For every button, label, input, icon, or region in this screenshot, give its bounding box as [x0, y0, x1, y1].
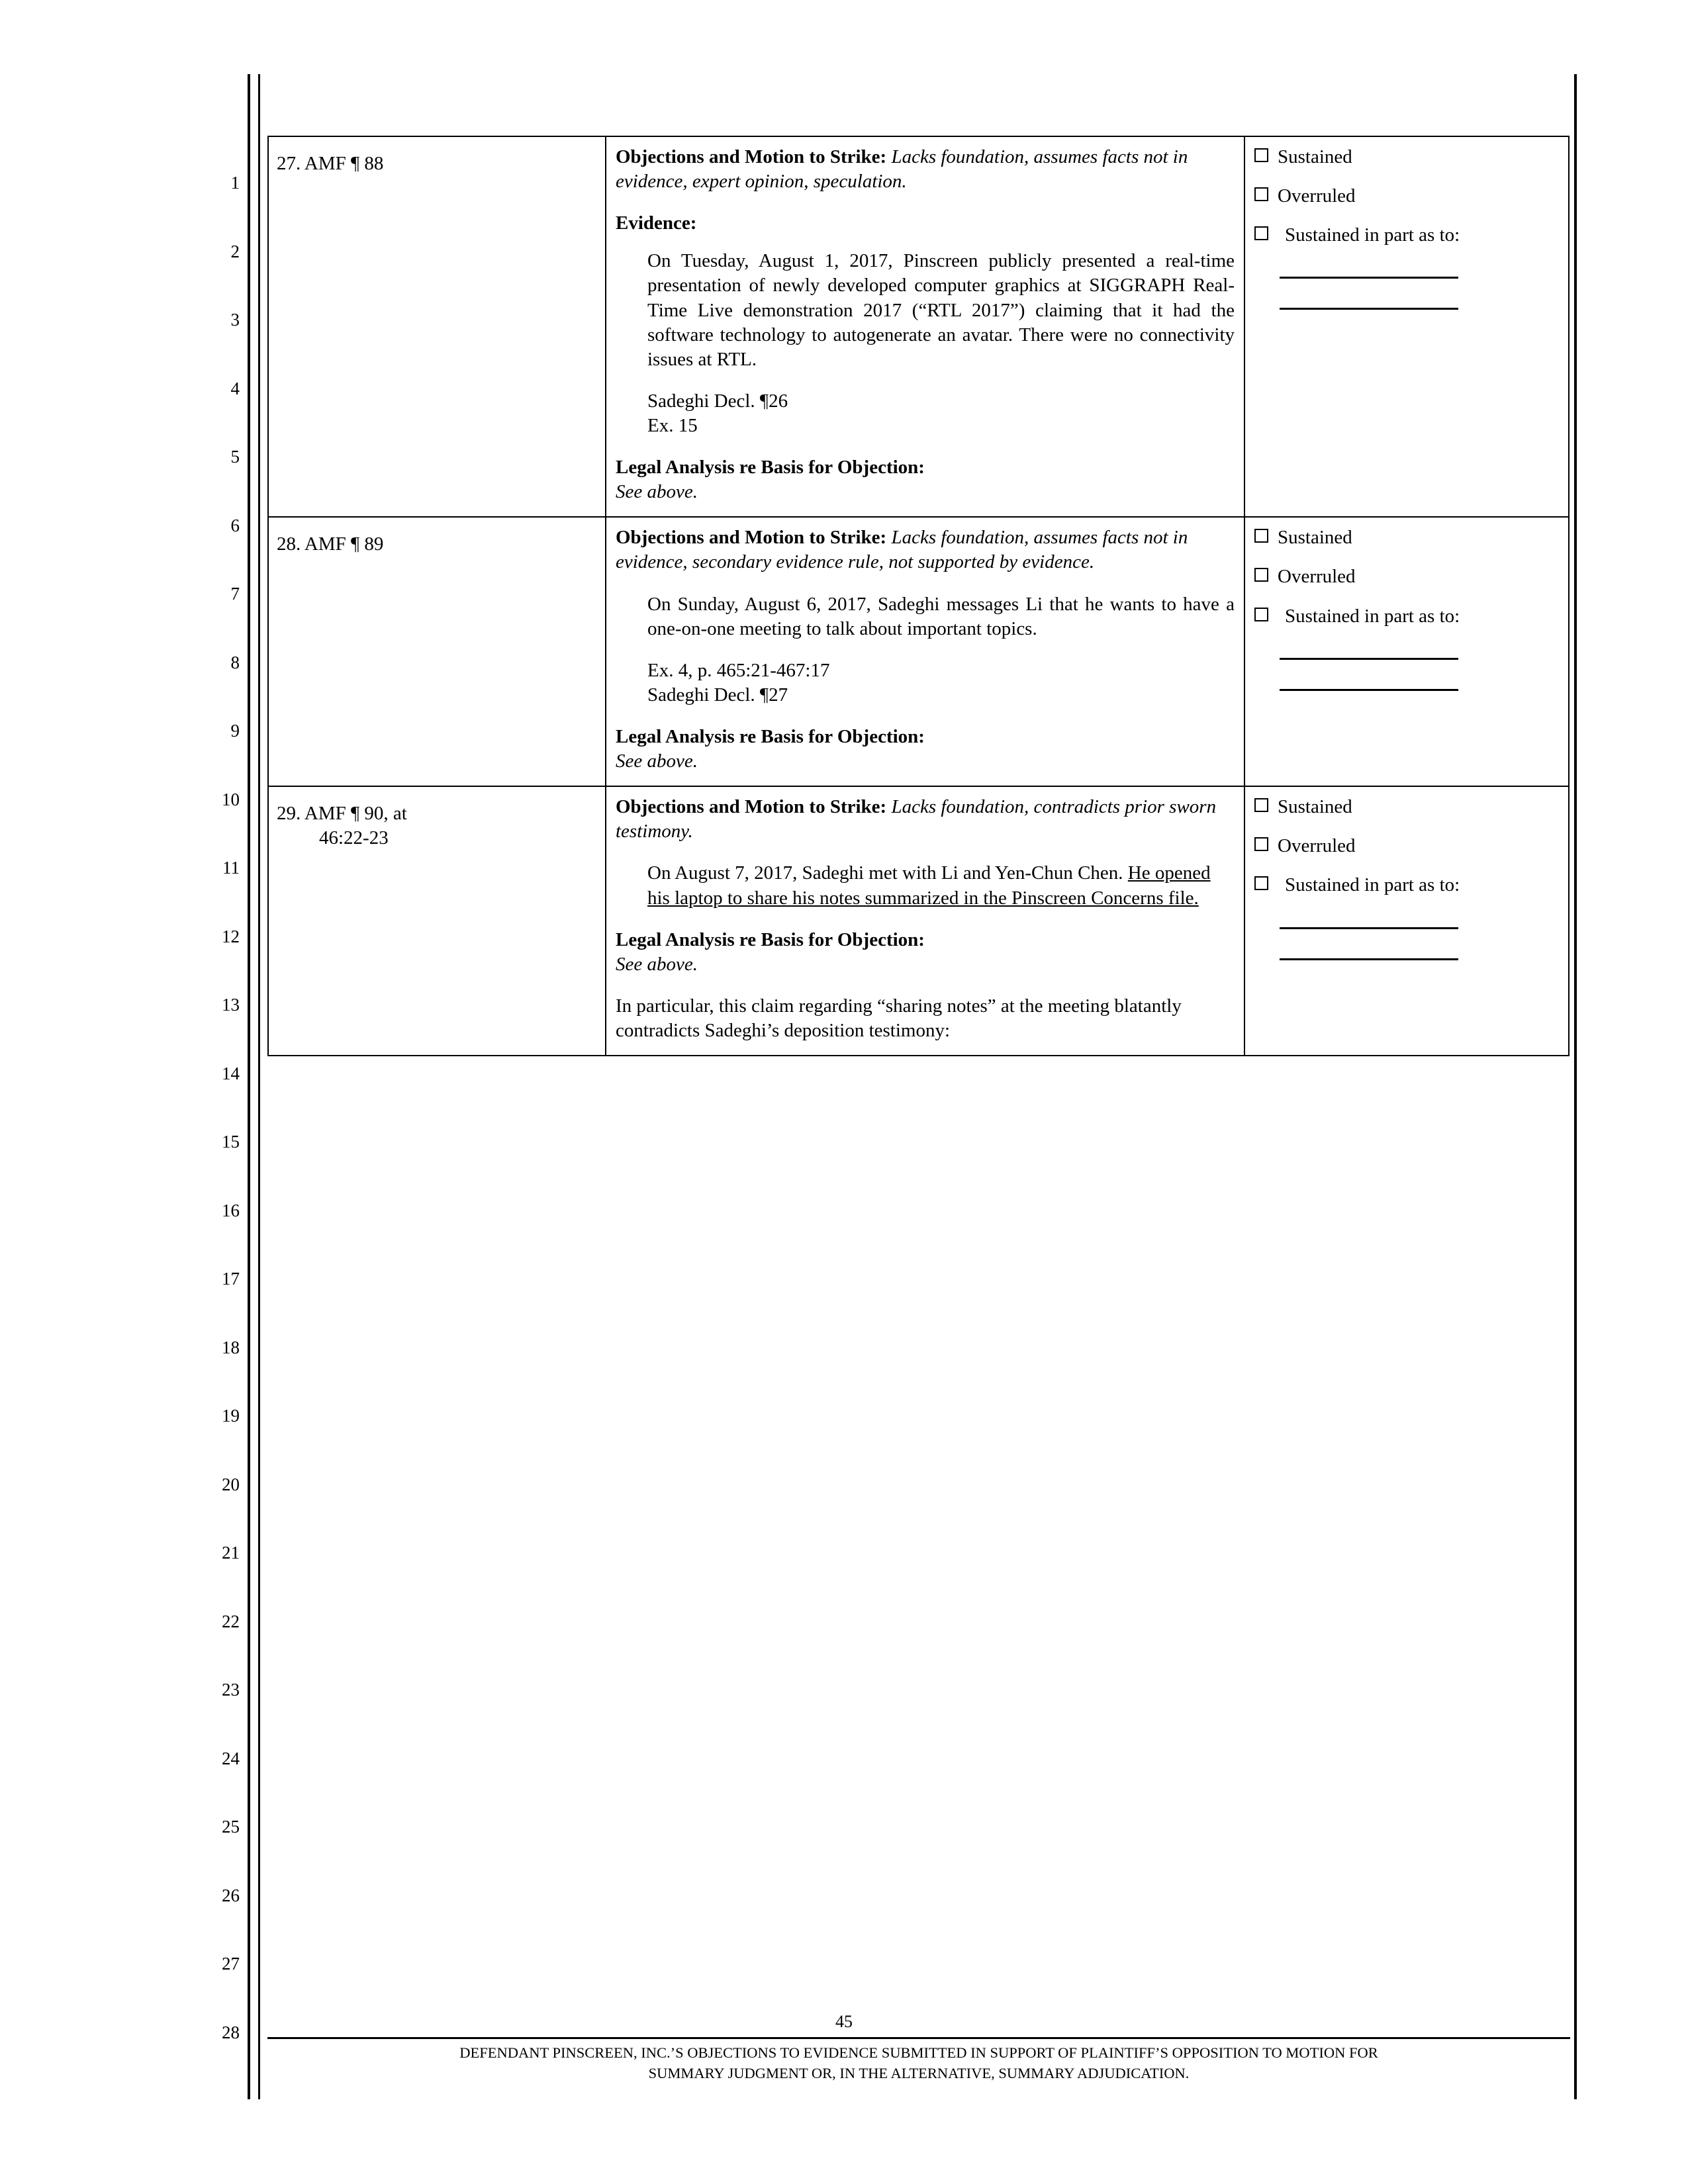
- ruling-write-line[interactable]: [1280, 275, 1458, 279]
- line-number: 19: [222, 1406, 240, 1426]
- checkbox-wrap: [1254, 873, 1285, 897]
- objection-label: Objections and Motion to Strike:: [616, 796, 887, 818]
- ruling-label: Overruled: [1278, 185, 1356, 207]
- line-number: 25: [222, 1817, 240, 1837]
- line-number: 2: [230, 241, 240, 261]
- ruling-option-overruled[interactable]: [1254, 834, 1559, 858]
- footer-line-2: SUMMARY JUDGMENT OR, IN THE ALTERNATIVE, SUMMARY ADJUDICATION.: [648, 2065, 1190, 2082]
- line-number: 18: [222, 1337, 240, 1357]
- evidence-label: Evidence:: [616, 212, 697, 234]
- ruling-option-sustained[interactable]: [1254, 525, 1559, 550]
- row-reference: 28. AMF ¶ 89: [277, 533, 384, 555]
- ruling-label: Sustained in part as to:: [1285, 874, 1460, 896]
- ruling-label: Sustained: [1278, 796, 1352, 818]
- checkbox-icon[interactable]: [1254, 529, 1268, 543]
- footer-line-1: DEFENDANT PINSCREEN, INC.’S OBJECTIONS TO EVIDENCE SUBMITTED IN SUPPORT OF PLAINTIFF’S OPPOSITION TO MOTION FOR: [459, 2044, 1378, 2061]
- analysis-text: See above.: [616, 481, 698, 503]
- line-number: 12: [222, 926, 240, 946]
- objection-block: [616, 145, 1235, 194]
- evidence-text-underlined: He opened his laptop to share his notes summarized in the Pinscreen Concerns file.: [647, 862, 1211, 909]
- line-number: 24: [222, 1748, 240, 1768]
- line-number: 28: [222, 2022, 240, 2042]
- line-number: 8: [230, 652, 240, 672]
- row-reference: [278, 795, 596, 850]
- ruling-label: Sustained: [1278, 527, 1352, 549]
- citation-line-1: Ex. 4, p. 465:21-467:17: [647, 659, 830, 681]
- objection-text: Lacks foundation, contradicts prior sworn testimony.: [616, 796, 1217, 842]
- row-body-cell: [606, 517, 1244, 786]
- objections-table: [267, 136, 1570, 1056]
- checkbox-icon[interactable]: [1254, 226, 1268, 240]
- ruling-option-sustained-in-part[interactable]: [1254, 604, 1559, 629]
- line-number: 6: [230, 515, 240, 535]
- objection-block: [616, 525, 1235, 574]
- citation-line-1: Sadeghi Decl. ¶26: [647, 390, 788, 412]
- row-body-cell: [606, 136, 1244, 517]
- ruling-label: Overruled: [1278, 835, 1356, 857]
- row-reference-cell: [268, 786, 606, 1056]
- checkbox-icon[interactable]: [1254, 876, 1268, 890]
- line-number: 21: [222, 1543, 240, 1563]
- pleading-rule-right: [1574, 74, 1577, 2099]
- evidence-text: [616, 861, 1235, 910]
- line-number: 22: [222, 1611, 240, 1631]
- row-reference-cell: [268, 517, 606, 786]
- line-number: 5: [230, 447, 240, 467]
- line-number: 11: [222, 858, 240, 878]
- analysis-text: See above.: [616, 751, 698, 772]
- row-ruling-cell: [1244, 136, 1569, 517]
- line-number: 23: [222, 1680, 240, 1700]
- objection-text: Lacks foundation, assumes facts not in evidence, secondary evidence rule, not supported by evidence.: [616, 527, 1188, 573]
- row-ruling-cell: [1244, 786, 1569, 1056]
- checkbox-wrap: [1254, 223, 1285, 248]
- table-row: [268, 136, 1569, 517]
- ruling-option-sustained-in-part[interactable]: [1254, 223, 1559, 248]
- ruling-label: Sustained in part as to:: [1285, 224, 1460, 246]
- row-reference-main: 29. AMF ¶ 90, at: [277, 803, 407, 825]
- line-number: 4: [230, 378, 240, 398]
- line-number: 7: [230, 584, 240, 604]
- checkbox-icon[interactable]: [1254, 608, 1268, 621]
- ruling-label: Overruled: [1278, 566, 1356, 588]
- analysis-extra-text: In particular, this claim regarding “sharing notes” at the meeting blatantly contradicts Sadeghi’s deposition testimony:: [616, 995, 1182, 1041]
- footer-divider: [267, 2037, 1570, 2039]
- checkbox-icon[interactable]: [1254, 798, 1268, 812]
- ruling-write-line[interactable]: [1280, 306, 1458, 310]
- analysis-label: Legal Analysis re Basis for Objection:: [616, 725, 925, 747]
- evidence-text-plain: On August 7, 2017, Sadeghi met with Li and Yen-Chun Chen.: [647, 862, 1128, 884]
- row-reference-sub: 46:22-23: [319, 827, 389, 849]
- line-number: 13: [222, 995, 240, 1015]
- row-body-cell: [606, 786, 1244, 1056]
- line-number: 20: [222, 1474, 240, 1494]
- objection-label: Objections and Motion to Strike:: [616, 527, 887, 549]
- table-row: [268, 517, 1569, 786]
- analysis-label: Legal Analysis re Basis for Objection:: [616, 457, 925, 478]
- ruling-label: Sustained: [1278, 146, 1352, 167]
- line-number-column: [199, 149, 240, 2067]
- footer-caption: [267, 2042, 1570, 2083]
- analysis-text: See above.: [616, 953, 698, 975]
- analysis-label: Legal Analysis re Basis for Objection:: [616, 929, 925, 950]
- line-number: 3: [230, 310, 240, 330]
- pleading-rule-inner: [258, 74, 260, 2099]
- line-number: 1: [230, 173, 240, 193]
- ruling-option-sustained[interactable]: [1254, 795, 1559, 819]
- pleading-rule-outer: [248, 74, 250, 2099]
- evidence-text: On Sunday, August 6, 2017, Sadeghi messages Li that he wants to have a one-on-one meeting to talk about important topics.: [647, 593, 1235, 639]
- row-reference: 27. AMF ¶ 88: [277, 153, 384, 174]
- objection-text: Lacks foundation, assumes facts not in evidence, expert opinion, speculation.: [616, 146, 1188, 193]
- ruling-label: Sustained in part as to:: [1285, 605, 1460, 627]
- ruling-option-overruled[interactable]: [1254, 184, 1559, 208]
- objection-label: Objections and Motion to Strike:: [616, 146, 887, 167]
- row-ruling-cell: [1244, 517, 1569, 786]
- checkbox-icon[interactable]: [1254, 187, 1268, 201]
- ruling-option-sustained-in-part[interactable]: [1254, 873, 1559, 897]
- ruling-write-line[interactable]: [1280, 926, 1458, 929]
- ruling-write-line[interactable]: [1280, 957, 1458, 960]
- ruling-write-line[interactable]: [1280, 688, 1458, 691]
- row-reference-cell: [268, 136, 606, 517]
- table-row: [268, 786, 1569, 1056]
- line-number: 17: [222, 1269, 240, 1289]
- checkbox-icon[interactable]: [1254, 837, 1268, 851]
- checkbox-icon[interactable]: [1254, 148, 1268, 162]
- citation-line-2: Ex. 15: [647, 414, 698, 436]
- line-number: 26: [222, 1885, 240, 1905]
- line-number: 16: [222, 1200, 240, 1220]
- evidence-text: On Tuesday, August 1, 2017, Pinscreen publicly presented a real-time presentation of newly developed computer graphics at SIGGRAPH Real-Time Live demonstration 2017 (“RTL 2017”) claiming that it had the software technology to autogenerate an avatar. There were no connectivity issues at RTL.: [647, 250, 1235, 370]
- line-number: 15: [222, 1132, 240, 1152]
- checkbox-icon[interactable]: [1254, 568, 1268, 582]
- objection-block: [616, 795, 1235, 844]
- citation-line-2: Sadeghi Decl. ¶27: [647, 684, 788, 705]
- line-number: 9: [230, 721, 240, 741]
- line-number: 27: [222, 1954, 240, 1974]
- line-number: 14: [222, 1063, 240, 1083]
- ruling-write-line[interactable]: [1280, 657, 1458, 660]
- line-number: 10: [222, 789, 240, 809]
- checkbox-wrap: [1254, 604, 1285, 629]
- ruling-option-sustained[interactable]: [1254, 145, 1559, 169]
- ruling-option-overruled[interactable]: [1254, 565, 1559, 589]
- page-number: 45: [835, 2012, 853, 2031]
